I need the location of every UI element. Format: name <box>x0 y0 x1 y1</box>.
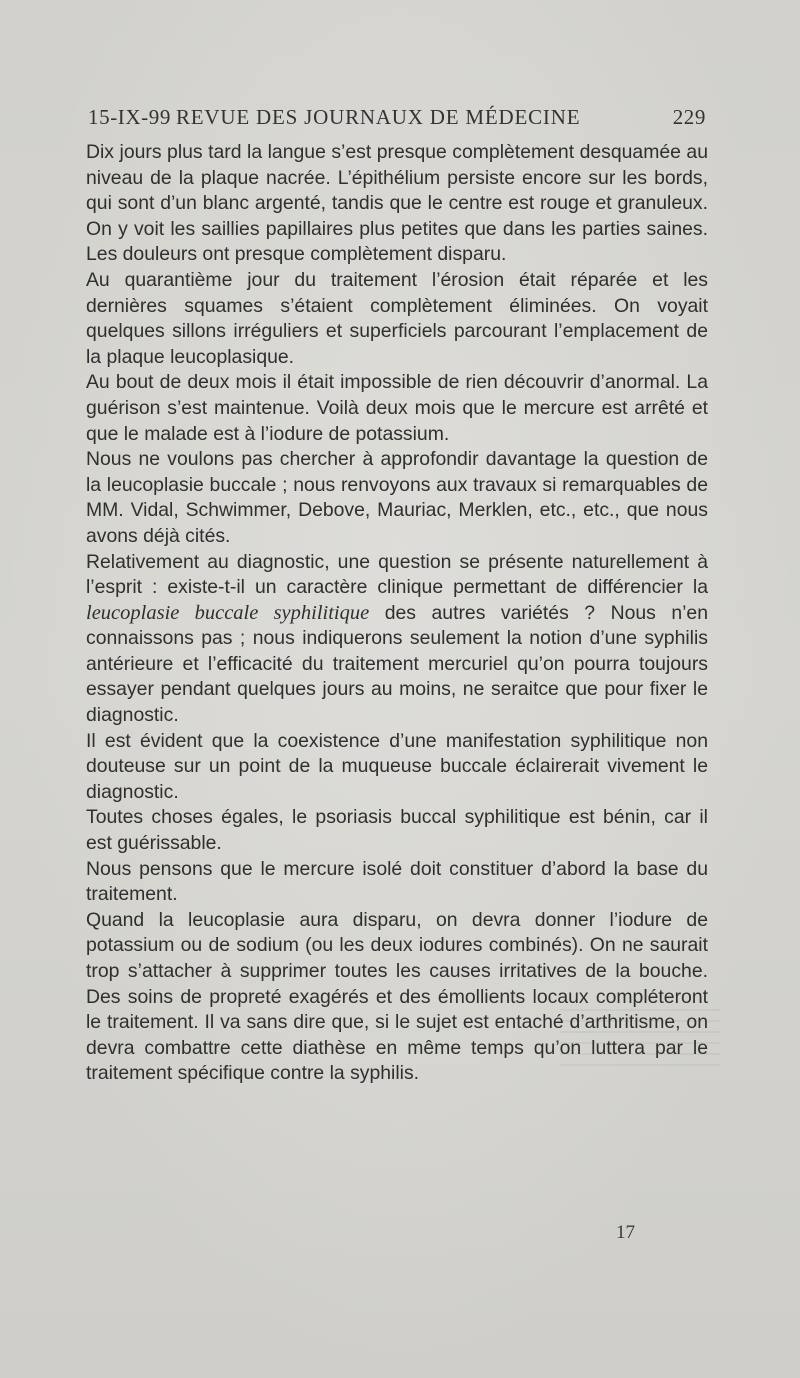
page-number: 229 <box>672 105 706 129</box>
paragraph-8: Nous pensons que le mercure isolé doit constituer d’abord la base du traitement. <box>86 857 708 906</box>
paragraph-7: Toutes choses égales, le psoriasis buccal syphilitique est bénin, car il est guérissable. <box>86 806 708 855</box>
paragraph-4: Nous ne voulons pas chercher à approfondir davantage la question de la leucoplasie buccale ; nous renvoyons aux travaux si remarquables de MM. Vidal, Schwimmer, Debove, Mauriac, Merklen, etc., etc., que nous avons déjà cités. <box>86 448 708 547</box>
issue-date: 15-IX-99 <box>88 105 171 129</box>
article-body <box>86 140 708 1087</box>
paragraph-5 <box>86 550 708 729</box>
signature-mark: 17 <box>616 1222 635 1243</box>
paragraph-2: Au quarantième jour du traitement l’érosion était réparée et les dernières squames s’étaient complètement éliminées. On voyait quelques sillons irréguliers et superficiels parcourant l’emplacement de la plaque leucoplasique. <box>86 268 708 368</box>
paragraph-1: Dix jours plus tard la langue s’est presque complètement desquamée au niveau de la plaque nacrée. L’épithélium persiste encore sur les bords, qui sont d’un blanc argenté, tandis que le centre est rouge et granuleux. On y voit les saillies papillaires plus petites que dans les parties saines. Les douleurs ont presque complètement disparu. <box>86 141 708 266</box>
italic-term: leucoplasie buccale syphilitique <box>86 601 370 624</box>
paragraph-6: Il est évident que la coexistence d’une manifestation syphilitique non douteuse sur un point de la muqueuse buccale éclairerait vivement le diagnostic. <box>86 729 708 803</box>
journal-title: REVUE DES JOURNAUX DE MÉDECINE <box>176 105 581 129</box>
paragraph-9: Quand la leucoplasie aura disparu, on devra donner l’iodure de potassium ou de sodium (ou les deux iodures combinés). On ne saurait trop s’attacher à supprimer toutes les causes irritatives de la bouche. Des soins de propreté exagérés et des émollients locaux compléteront le traitement. Il va sans dire que, si le sujet est entaché d’arthritisme, on devra combattre cette diathèse en même temps qu’on luttera par le traitement spécifique contre la syphilis. <box>86 908 708 1085</box>
paragraph-5-lead: Relativement au diagnostic, une question se présente naturellement à l’esprit : existe-t-il un caractère clinique permettant de différencier la <box>86 550 708 599</box>
paragraph-3: Au bout de deux mois il était impossible de rien découvrir d’anormal. La guérison s’est maintenue. Voilà deux mois que le mercure est arrêté et que le malade est à l’iodure de potassium. <box>86 371 708 445</box>
paragraph-5-tail: des autres variétés ? Nous n’en connaissons pas ; nous indiquerons seulement la notion d’une syphilis antérieure et l’efficacité du traitement mercuriel qu’on pourra toujours essayer pendant quelques jours au moins, ne seraitce que pour fixer le diagnostic. <box>86 601 708 727</box>
running-header <box>88 105 708 135</box>
